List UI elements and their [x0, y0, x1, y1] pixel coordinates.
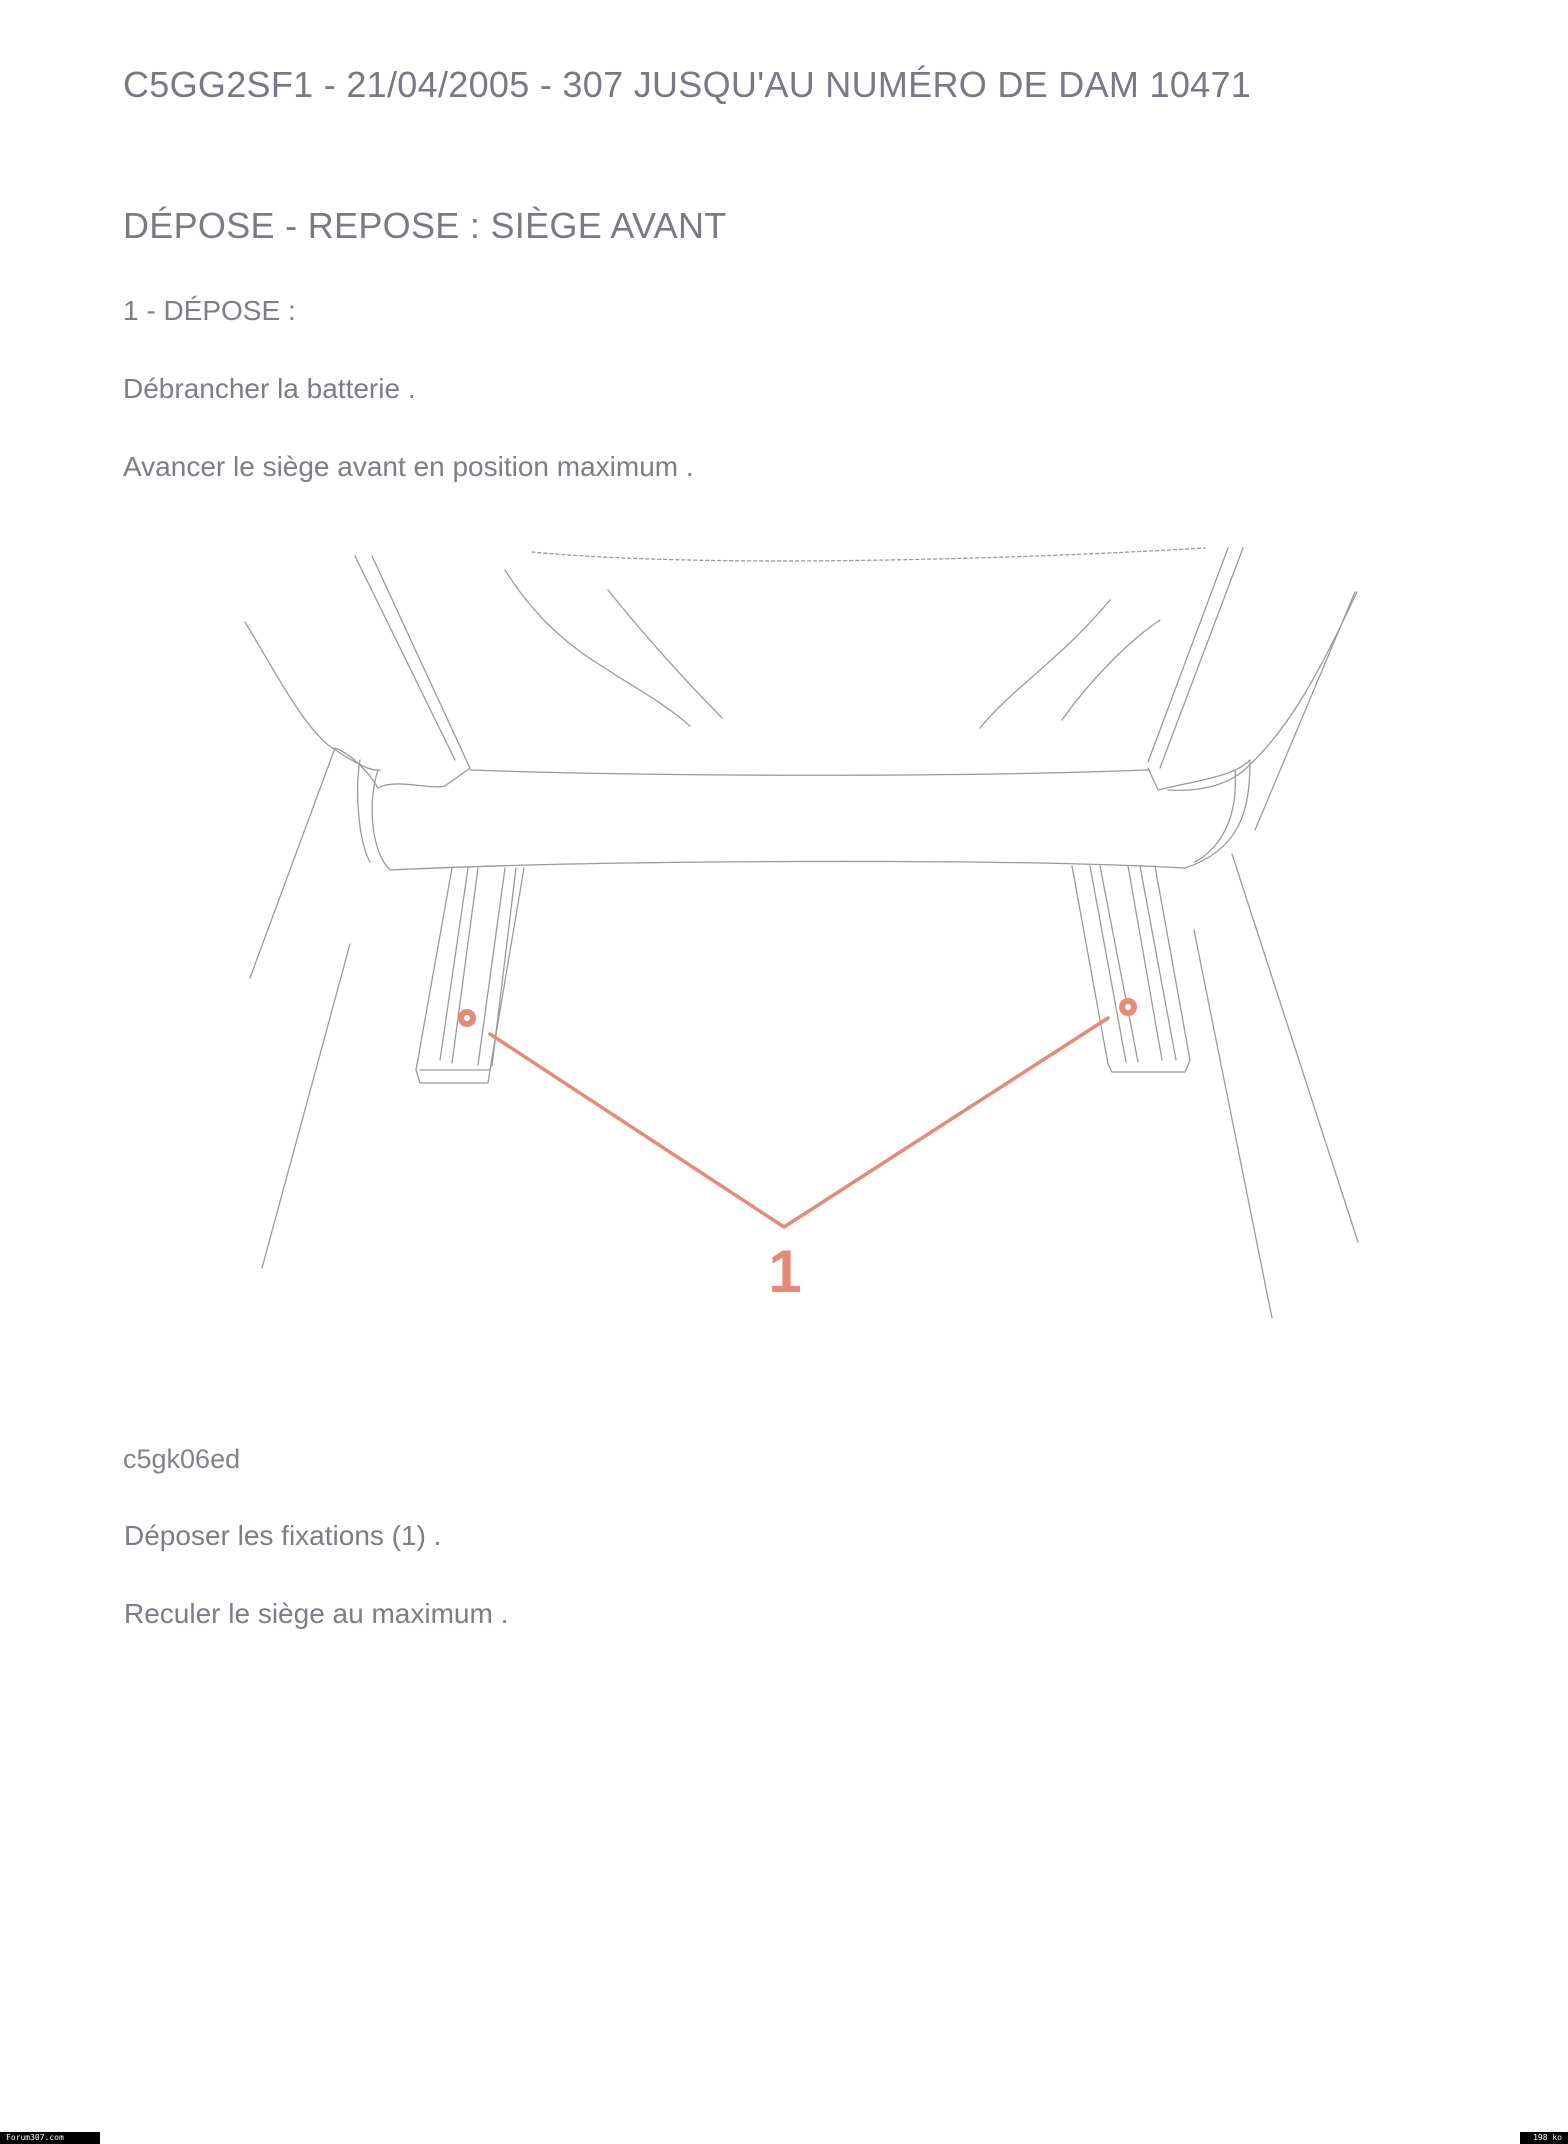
- callout-leader-lines: [490, 1018, 1108, 1227]
- figure-caption-code: c5gk06ed: [123, 1444, 241, 1474]
- seat-drawing: [245, 548, 1358, 1318]
- step-remove-fixations: Déposer les fixations (1) .: [124, 1520, 442, 1551]
- footer-source-label: Forum307.com: [0, 2132, 100, 2144]
- callout-label: 1: [768, 1238, 802, 1305]
- step-disconnect-battery: Débrancher la batterie .: [123, 373, 416, 404]
- document-header: C5GG2SF1 - 21/04/2005 - 307 JUSQU'AU NUMÉRO DE DAM 10471: [123, 64, 1252, 105]
- step-advance-seat: Avancer le siège avant en position maximum .: [123, 451, 694, 482]
- footer-filesize-label: 198 ko: [1520, 2132, 1568, 2144]
- section-heading: 1 - DÉPOSE :: [123, 295, 296, 326]
- step-move-seat-back: Reculer le siège au maximum .: [124, 1598, 509, 1629]
- seat-diagram: [0, 520, 1568, 1340]
- callout-1: [458, 998, 1137, 1305]
- page-title: DÉPOSE - REPOSE : SIÈGE AVANT: [123, 205, 727, 246]
